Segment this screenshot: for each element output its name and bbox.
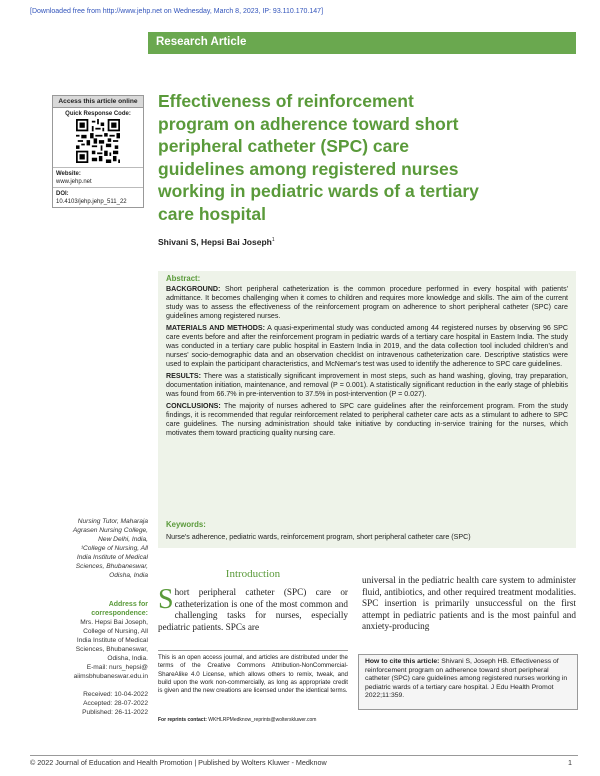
website-value[interactable]: www.jehp.net bbox=[56, 179, 92, 185]
introduction-body: hort peripheral catheter (SPC) care or catheterization is one of the most common and challenging tasks for nurses, especially pediatric patients. SPCs are bbox=[158, 587, 348, 632]
affiliation-line: Agrasen Nursing College, bbox=[72, 527, 148, 534]
author-names: Shivani S, Hepsi Bai Joseph bbox=[158, 237, 272, 247]
accepted-date: Accepted: 28-07-2022 bbox=[83, 700, 148, 707]
affiliation-line: New Delhi, India, bbox=[98, 536, 148, 543]
methods-label: MATERIALS AND METHODS: bbox=[166, 324, 265, 332]
footer-divider bbox=[30, 755, 578, 756]
affiliation-line: India Institute of Medical bbox=[76, 554, 148, 561]
conclusions-label: CONCLUSIONS: bbox=[166, 402, 221, 410]
introduction-continuation: universal in the pediatric health care system to administer fluid, antibiotics, and other required treatment modalities. SPC insertion is primarily unsuccessful on the first attempt in pediatric patients and is the most painful and anxiety-producing bbox=[362, 575, 576, 631]
keywords-text: Nurse's adherence, pediatric wards, reinforcement program, short peripheral catheter care (SPC) bbox=[166, 533, 471, 541]
title-line: Effectiveness of reinforcement bbox=[158, 91, 414, 111]
abstract-conclusions bbox=[166, 402, 568, 438]
correspondence-line: Odisha, India. bbox=[107, 655, 148, 662]
correspondence-line: Sciences, Bhubaneswar, bbox=[75, 646, 148, 653]
reprints-contact bbox=[158, 717, 348, 723]
title-line: working in pediatric wards of a tertiary bbox=[158, 181, 479, 201]
title-line: peripheral catheter (SPC) care bbox=[158, 136, 409, 156]
correspondence-line: Mrs. Hepsi Bai Joseph, bbox=[80, 619, 148, 626]
results-label: RESULTS: bbox=[166, 372, 201, 380]
section-label: Research Article bbox=[156, 36, 247, 48]
qr-label: Quick Response Code: bbox=[65, 111, 131, 117]
correspondence-email-line[interactable]: aiimsbhubaneswar.edu.in bbox=[73, 673, 148, 680]
article-title bbox=[158, 90, 576, 225]
footer-text: © 2022 Journal of Education and Health Promotion | Published by Wolters Kluwer - Medknow bbox=[30, 758, 327, 767]
qr-code-icon bbox=[76, 119, 120, 163]
website-label: Website: bbox=[56, 171, 81, 177]
abstract-box bbox=[158, 271, 576, 532]
doi-label: DOI: bbox=[56, 191, 69, 197]
correspondence-line: India Institute of Medical bbox=[76, 637, 148, 644]
citation-text: Shivani S, Joseph HB. Effectiveness of reinforcement program on adherence toward short peripheral catheter (SPC) care guidelines among registered nurses working in pediatric wards of a tertiary care hospital. J Edu Health Promot 2022;11:359. bbox=[365, 658, 568, 700]
abstract-heading: Abstract: bbox=[166, 274, 201, 283]
affiliation-line: Odisha, India bbox=[109, 572, 148, 579]
doi-value[interactable]: 10.4103/jehp.jehp_511_22 bbox=[56, 199, 127, 205]
results-text: There was a statistically significant improvement in most steps, such as hand washing, gloving, tray preparation, documentation initiation, maintenance, and removal (P = 0.001). A statistically significant reduction in the early stage of phlebitis was found from 66.7% in pre-intervention to 37.5% in post-intervention (P = 0.027). bbox=[166, 372, 568, 398]
correspondence-line: College of Nursing, All bbox=[83, 628, 148, 635]
affiliation-line: Sciences, Bhubaneswar, bbox=[75, 563, 148, 570]
citation-label: How to cite this article: bbox=[365, 658, 440, 665]
received-date: Received: 10-04-2022 bbox=[83, 691, 148, 698]
page-number: 1 bbox=[568, 758, 572, 767]
background-label: BACKGROUND: bbox=[166, 285, 221, 293]
section-banner bbox=[148, 32, 576, 54]
methods-text: A quasi-experimental study was conducted among 44 registered nurses by observing 96 SPC care events before and after the reinforcement program in pediatric wards of a tertiary care hospital in Eastern India. The study was conducted in a tertiary care public hospital in Eastern India in 2019, and the data collection tool included children's and nurses' socio-demographic data and an observation checklist on intravenous catheterization care. Descriptive statistics were used to explain the participant characteristics, and McNemar's test was used to identify the adherence to SPC care guidelines. bbox=[166, 324, 569, 368]
correspondence-heading-line: correspondence: bbox=[91, 610, 148, 617]
reprints-email[interactable]: WKHLRPMedknow_reprints@wolterskluwer.com bbox=[206, 717, 317, 723]
citation-box bbox=[358, 654, 578, 710]
title-line: care hospital bbox=[158, 203, 266, 224]
introduction-text bbox=[158, 584, 348, 633]
correspondence-heading bbox=[40, 600, 148, 618]
authors bbox=[158, 237, 275, 247]
correspondence-heading-line: Address for bbox=[108, 601, 148, 608]
access-heading: Access this article online bbox=[53, 96, 143, 108]
correspondence-email-line[interactable]: E-mail: nurs_hepsi@ bbox=[86, 664, 148, 671]
affiliations bbox=[40, 517, 148, 580]
affiliation-line: Nursing Tutor, Maharaja bbox=[77, 518, 148, 525]
reprints-label: For reprints contact: bbox=[158, 717, 207, 723]
correspondence-address bbox=[40, 618, 148, 681]
open-access-notice: This is an open access journal, and articles are distributed under the terms of the Creative Commons Attribution-NonCommercial-ShareAlike 4.0 License, which allows others to remix, tweak, and build upon the work non-commercially, as long as appropriate credit is given and the new creations are licensed under the identical terms. bbox=[158, 650, 348, 695]
keywords-box bbox=[158, 518, 576, 548]
article-dates bbox=[40, 690, 148, 717]
download-note: [Downloaded free from http://www.jehp.net on Wednesday, March 8, 2023, IP: 93.110.170.147] bbox=[30, 8, 324, 15]
author-affil-marker: 1 bbox=[271, 237, 275, 244]
abstract-methods bbox=[166, 324, 568, 369]
affiliation-line: ¹College of Nursing, All bbox=[80, 545, 148, 552]
abstract-background bbox=[166, 285, 568, 321]
keywords-heading: Keywords: bbox=[166, 520, 206, 529]
background-text: Short peripheral catheterization is the common procedure performed in every hospital with patients' admittance. It becomes challenging when it comes to children and requires more knowledge and skills. The aim of the current study was to assess the effectiveness of the reinforcement program on adherence to short peripheral catheter (SPC) care guidelines among registered nurses. bbox=[166, 285, 568, 320]
abstract-results bbox=[166, 372, 568, 399]
conclusions-text: The majority of nurses adhered to SPC care guidelines after the reinforcement program. From the study findings, it is recommended that regular reinforcement related to peripheral catheter care acts as a stimulant to adhere to SPC care guidelines. The nursing administration should take initiative by conducting in-service training for the nurses, which motivates them toward practicing quality nursing care. bbox=[166, 402, 568, 437]
title-line: guidelines among registered nurses bbox=[158, 158, 459, 179]
introduction-heading: Introduction bbox=[225, 568, 281, 580]
title-line: program on adherence toward short bbox=[158, 113, 459, 134]
access-online-box bbox=[52, 95, 144, 208]
published-date: Published: 26-11-2022 bbox=[82, 709, 148, 716]
drop-cap: S bbox=[158, 584, 174, 615]
